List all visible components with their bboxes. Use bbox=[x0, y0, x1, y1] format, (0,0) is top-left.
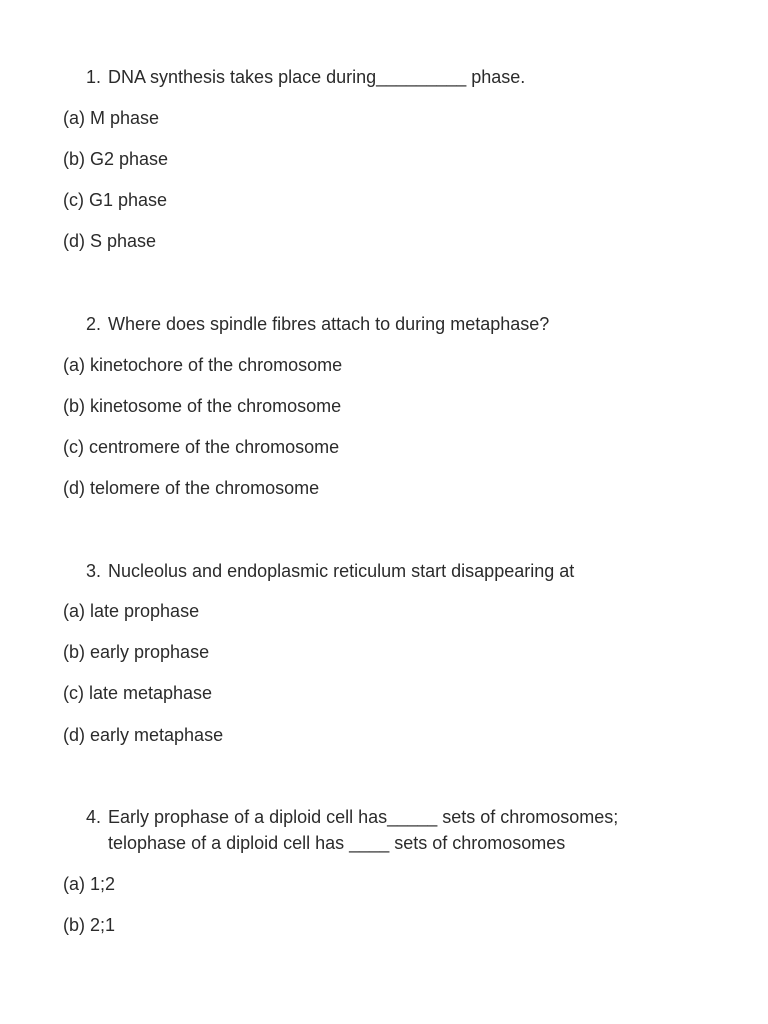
option-2a: (a) kinetochore of the chromosome bbox=[63, 355, 343, 375]
question-text: Early prophase of a diploid cell has_____ sets of chromosomes; telophase of a diploid cell has ____ sets of chromosomes bbox=[108, 807, 619, 853]
option-1c: (c) G1 phase bbox=[63, 190, 168, 210]
question-4 bbox=[86, 804, 656, 856]
option-4a: (a) 1;2 bbox=[63, 874, 116, 894]
option-3a: (a) late prophase bbox=[63, 601, 200, 621]
question-number: 1. bbox=[86, 67, 102, 87]
option-2b: (b) kinetosome of the chromosome bbox=[63, 396, 342, 416]
question-text: Where does spindle fibres attach to during metaphase? bbox=[108, 314, 550, 334]
option-4b: (b) 2;1 bbox=[63, 915, 116, 935]
option-3b: (b) early prophase bbox=[63, 642, 210, 662]
question-text: Nucleolus and endoplasmic reticulum start disappearing at bbox=[108, 561, 575, 581]
question-number: 2. bbox=[86, 314, 102, 334]
question-number: 3. bbox=[86, 561, 102, 581]
option-3d: (d) early metaphase bbox=[63, 725, 224, 745]
option-2d: (d) telomere of the chromosome bbox=[63, 478, 320, 498]
question-number: 4. bbox=[86, 807, 102, 827]
option-1a: (a) M phase bbox=[63, 108, 160, 128]
question-1 bbox=[86, 64, 686, 90]
option-3c: (c) late metaphase bbox=[63, 683, 213, 703]
question-2 bbox=[86, 311, 686, 337]
question-3 bbox=[86, 558, 686, 584]
question-text: DNA synthesis takes place during_________ phase. bbox=[108, 67, 526, 87]
option-1b: (b) G2 phase bbox=[63, 149, 169, 169]
option-1d: (d) S phase bbox=[63, 231, 157, 251]
option-2c: (c) centromere of the chromosome bbox=[63, 437, 340, 457]
